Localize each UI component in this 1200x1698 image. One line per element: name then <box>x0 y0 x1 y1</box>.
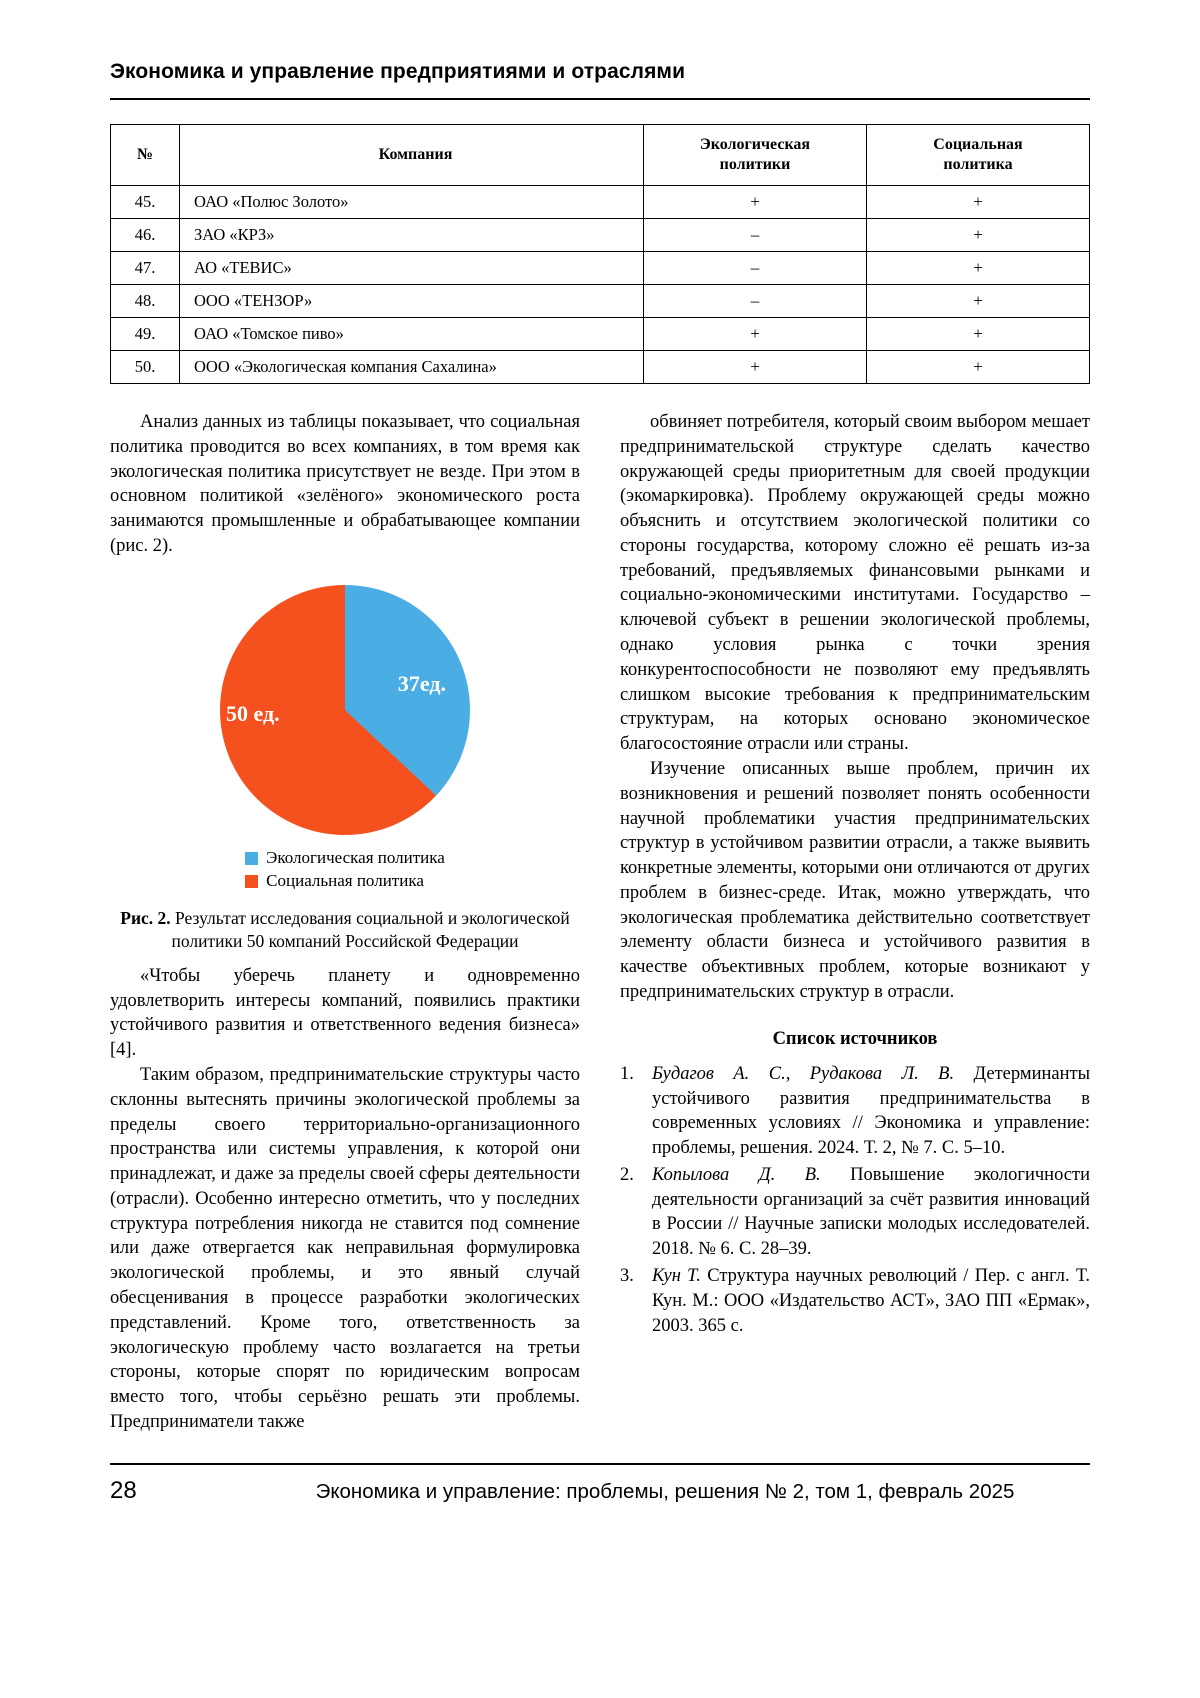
column-header-number: № <box>111 125 180 186</box>
companies-table <box>110 124 1090 384</box>
pie-chart <box>220 585 470 835</box>
cell-number: 48. <box>111 285 180 318</box>
table-row <box>111 285 1090 318</box>
legend-swatch-social-icon <box>245 875 258 888</box>
cell-social: + <box>867 318 1090 351</box>
legend-item-social <box>245 870 445 893</box>
references-title: Список источников <box>772 1028 938 1049</box>
column-header-social-line1: Социальная <box>933 136 1023 153</box>
cell-number: 47. <box>111 252 180 285</box>
column-header-company: Компания <box>180 125 644 186</box>
reference-number: 3. <box>620 1266 634 1286</box>
column-header-eco-line1: Экологическая <box>699 136 811 153</box>
right-column <box>620 410 1090 1435</box>
reference-body: Повышение экологичности деятельности организаций за счёт развития инноваций в России // Научные записки молодых исследователей. 2018. № 6. С. 28–39. <box>652 1164 1090 1260</box>
list-item <box>620 1163 1090 1262</box>
cell-eco: – <box>644 285 867 318</box>
paragraph: Анализ данных из таблицы показывает, что социальная политика проводится во всех компаниях, в том время как экологическая политика присутствует не везде. При этом в основном политикой «зелёного» экономического роста занимаются промышленные и обрабатывающее компании (рис. 2). <box>110 412 580 556</box>
cell-social: + <box>867 186 1090 219</box>
cell-number: 46. <box>111 219 180 252</box>
figure-caption-number: Рис. 2. <box>120 907 171 928</box>
page-footer <box>110 1463 1090 1505</box>
paragraph: Изучение описанных выше проблем, причин их возникновения и решений позволяет понять особенности научной проблематики участия предпринимательских структур в устойчивом развитии отрасли, а также выявить конкретные элементы, которыми они отличаются от других проблем в бизнес-среде. Итак, можно утверждать, что экологическая проблематика действительно соответствует элементу области бизнеса и устойчивого развития в качестве объективных проблем, которые возникают у предпринимательских структур в отрасли. <box>620 758 1090 1002</box>
cell-eco: – <box>644 252 867 285</box>
article-columns <box>110 410 1090 1435</box>
cell-number: 49. <box>111 318 180 351</box>
cell-social: + <box>867 219 1090 252</box>
table-row <box>111 252 1090 285</box>
reference-authors: Копылова Д. В. <box>652 1164 821 1185</box>
reference-text <box>652 1062 1090 1161</box>
column-header-social-line2: политика <box>943 156 1013 173</box>
column-header-eco <box>644 125 867 186</box>
cell-eco: + <box>644 318 867 351</box>
cell-company: ЗАО «КРЗ» <box>180 219 644 252</box>
reference-authors: Будагов А. С., Рудакова Л. В. <box>652 1063 955 1084</box>
cell-company: ООО «Экологическая компания Сахалина» <box>180 351 644 384</box>
reference-text <box>652 1163 1090 1262</box>
cell-eco: – <box>644 219 867 252</box>
cell-number: 50. <box>111 351 180 384</box>
list-item <box>620 1062 1090 1161</box>
pie-label-eco: 37ед. <box>397 670 446 696</box>
table-row <box>111 351 1090 384</box>
references-list <box>620 1062 1090 1339</box>
pie-label-social: 50 ед. <box>226 700 280 726</box>
cell-company: АО «ТЕВИС» <box>180 252 644 285</box>
cell-social: + <box>867 351 1090 384</box>
table-row <box>111 186 1090 219</box>
reference-authors: Кун Т. <box>652 1266 701 1286</box>
legend-item-eco <box>245 847 445 870</box>
table-header-row <box>111 125 1090 186</box>
cell-eco: + <box>644 351 867 384</box>
reference-number: 2. <box>620 1164 634 1185</box>
list-item <box>620 1264 1090 1338</box>
page-number: 28 <box>110 1476 137 1504</box>
table-row <box>111 318 1090 351</box>
column-header-social <box>867 125 1090 186</box>
cell-company: ОАО «Полюс Золото» <box>180 186 644 219</box>
legend-label-eco: Экологическая политика <box>266 847 445 867</box>
cell-number: 45. <box>111 186 180 219</box>
reference-body: Структура научных революций / Пер. с англ. Т. Кун. М.: ООО «Издательство АСТ», ЗАО ПП «Ермак», 2003. 365 с. <box>652 1266 1090 1336</box>
cell-company: ООО «ТЕНЗОР» <box>180 285 644 318</box>
paragraph: обвиняет потребителя, который своим выбором мешает предпринимательской структуре сделать качество окружающей среды приоритетным для своей продукции (экомаркировка). Проблему окружающей среды можно объяснить и отсутствием экологической политики со стороны государства, которому сложно её решать из-за требований, предъявляемых финансовыми рынками и социально-экономическими институтами. Государство – ключевой субъект в решении экологической проблемы, однако условия рынка с точки зрения конкурентоспособности не позволяют ему предъявлять слишком высокие требования к предпринимательским структурам, на которых основано экономическое благосостояние отрасли или страны. <box>620 412 1090 755</box>
pie-legend <box>245 847 445 893</box>
reference-number: 1. <box>620 1063 634 1084</box>
figure-2 <box>110 585 580 954</box>
table-row <box>111 219 1090 252</box>
reference-body: Детерминанты устойчивого развития предпринимательства в современных условиях // Экономика и управление: проблемы, решения. 2024. Т. 2, № 7. С. 5–10. <box>652 1063 1090 1159</box>
legend-swatch-eco-icon <box>245 852 258 865</box>
page-header: Экономика и управление предприятиями и отраслями <box>110 60 1090 100</box>
reference-text <box>652 1264 1090 1338</box>
column-header-eco-line2: политики <box>719 156 791 173</box>
journal-line: Экономика и управление: проблемы, решения № 2, том 1, февраль 2025 <box>315 1479 1015 1503</box>
left-column <box>110 410 580 1435</box>
paragraph: «Чтобы уберечь планету и одновременно удовлетворить интересы компаний, появились практики устойчивого развития и ответственного ведения бизнеса» [4]. <box>110 965 580 1061</box>
cell-eco: + <box>644 186 867 219</box>
cell-social: + <box>867 285 1090 318</box>
figure-caption <box>110 907 580 954</box>
figure-caption-text: Результат исследования социальной и экологической политики 50 компаний Российской Федерации <box>170 907 570 952</box>
cell-social: + <box>867 252 1090 285</box>
paragraph: Таким образом, предпринимательские структуры часто склонны вытеснять причины экологической проблемы за пределы своего территориально-организационного пространства или системы управления, к которой они принадлежат, и даже за пределы своей сферы деятельности (отрасли). Особенно интересно отметить, что у последних структура потребления никогда не ставится под сомнение или даже отвергается как неправильная формулировка экологической проблемы, и это явный случай обесценивания в процессе разработки экологических представлений. Кроме того, ответственность за экологическую проблему часто возлагается на третьи стороны, которые спорят по юридическим вопросам вместо того, чтобы серьёзно решать эти проблемы. Предприниматели также <box>110 1064 580 1432</box>
legend-label-social: Социальная политика <box>266 870 424 890</box>
cell-company: ОАО «Томское пиво» <box>180 318 644 351</box>
